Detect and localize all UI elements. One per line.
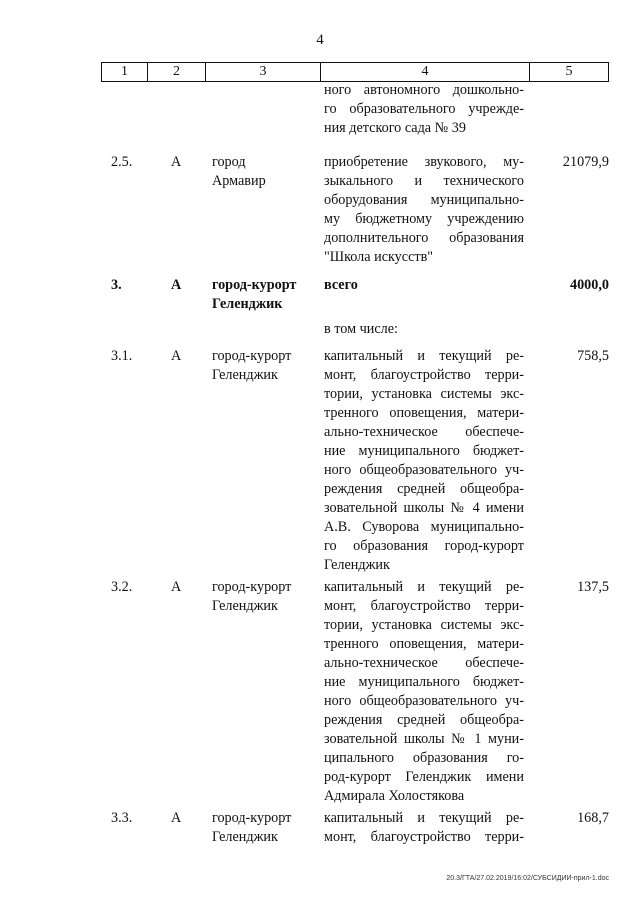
row-amount: 758,5 <box>577 348 609 364</box>
description-line: ально-техническое обеспече- <box>324 424 524 440</box>
description-line: ного общеобразовательного уч- <box>324 693 524 709</box>
row-municipality <box>212 276 296 314</box>
municipality-line: город-курорт <box>212 277 297 293</box>
row-description <box>324 809 524 847</box>
description-line: тории, установка системы экс- <box>324 617 524 633</box>
row-category: А <box>171 579 182 595</box>
page-number: 4 <box>316 32 324 48</box>
row-category: А <box>171 154 182 170</box>
description-line: капитальный и текущий ре- <box>324 579 524 595</box>
description-line: Адмирала Холостякова <box>324 788 465 804</box>
continued-description <box>324 81 524 138</box>
description-line: тренного оповещения, матери- <box>324 405 524 421</box>
description-line: Геленджик <box>324 557 390 573</box>
description-line: оборудования муниципально- <box>324 192 524 208</box>
description-line: ния детского сада № 39 <box>324 120 466 136</box>
description-line: ально-техническое обеспече- <box>324 655 524 671</box>
municipality-line: Геленджик <box>212 367 278 383</box>
description-line: в том числе: <box>324 321 398 337</box>
description-line: капитальный и текущий ре- <box>324 348 524 364</box>
row-amount: 168,7 <box>577 810 609 826</box>
row-category: А <box>171 810 182 826</box>
description-line: зовательной школы № 4 имени <box>324 500 524 516</box>
description-line: ного автономного дошкольно- <box>324 82 524 98</box>
description-line: ного общеобразовательного уч- <box>324 462 524 478</box>
row-number: 2.5. <box>111 154 133 170</box>
row-amount: 137,5 <box>577 579 609 595</box>
municipality-line: город-курорт <box>212 810 292 826</box>
description-line: монт, благоустройство терри- <box>324 598 524 614</box>
description-line: ние муниципального бюджет- <box>324 443 524 459</box>
column-header-1: 1 <box>102 63 148 81</box>
row-description <box>324 153 524 267</box>
description-line: реждения средней общеобра- <box>324 712 524 728</box>
description-line: монт, благоустройство терри- <box>324 829 524 845</box>
description-line: зовательной школы № 1 муни- <box>324 731 524 747</box>
municipality-line: Геленджик <box>212 829 278 845</box>
row-description <box>324 578 524 806</box>
row-municipality <box>212 153 266 191</box>
municipality-line: Геленджик <box>212 296 283 312</box>
row-description <box>324 347 524 575</box>
municipality-line: Армавир <box>212 173 266 189</box>
description-line: зыкального и технического <box>324 173 524 189</box>
description-line: реждения средней общеобра- <box>324 481 524 497</box>
description-line: приобретение звукового, му- <box>324 154 524 170</box>
row-amount: 4000,0 <box>569 277 609 293</box>
row-category: А <box>171 277 182 293</box>
file-path-footer: 20.3/ГТА/27.02.2019/16:02/СУБСИДИИ-прил-1.doc <box>446 875 609 882</box>
description-line: го образования город-курорт <box>324 538 524 554</box>
row-number: 3.1. <box>111 348 133 364</box>
description-line: монт, благоустройство терри- <box>324 367 524 383</box>
column-header-3: 3 <box>206 63 321 81</box>
description-line: капитальный и текущий ре- <box>324 810 524 826</box>
description-line: А.В. Суворова муниципально- <box>324 519 524 535</box>
row-municipality <box>212 809 291 847</box>
row-municipality <box>212 347 291 385</box>
description-line: го образовательного учрежде- <box>324 101 524 117</box>
description-line: тории, установка системы экс- <box>324 386 524 402</box>
row-number: 3.3. <box>111 810 133 826</box>
subtotal-label <box>324 320 524 339</box>
row-description <box>324 276 524 295</box>
column-header-5: 5 <box>565 64 573 79</box>
municipality-line: Геленджик <box>212 598 278 614</box>
description-line: род-курорт Геленджик имени <box>324 769 524 785</box>
municipality-line: город-курорт <box>212 348 292 364</box>
description-line: всего <box>324 277 358 293</box>
row-number: 3.2. <box>111 579 133 595</box>
row-municipality <box>212 578 291 616</box>
description-line: ние муниципального бюджет- <box>324 674 524 690</box>
row-number: 3. <box>111 277 122 293</box>
row-category: А <box>171 348 182 364</box>
description-line: дополнительного образования <box>324 230 524 246</box>
column-header-4: 4 <box>321 63 530 81</box>
description-line: му бюджетному учреждению <box>324 211 524 227</box>
description-line: тренного оповещения, матери- <box>324 636 524 652</box>
description-line: "Школа искусств" <box>324 249 434 265</box>
row-amount: 21079,9 <box>562 154 609 170</box>
description-line: ципального образования го- <box>324 750 524 766</box>
municipality-line: город <box>212 154 246 170</box>
municipality-line: город-курорт <box>212 579 292 595</box>
column-header-2: 2 <box>148 63 206 81</box>
column-header-row <box>101 62 609 82</box>
